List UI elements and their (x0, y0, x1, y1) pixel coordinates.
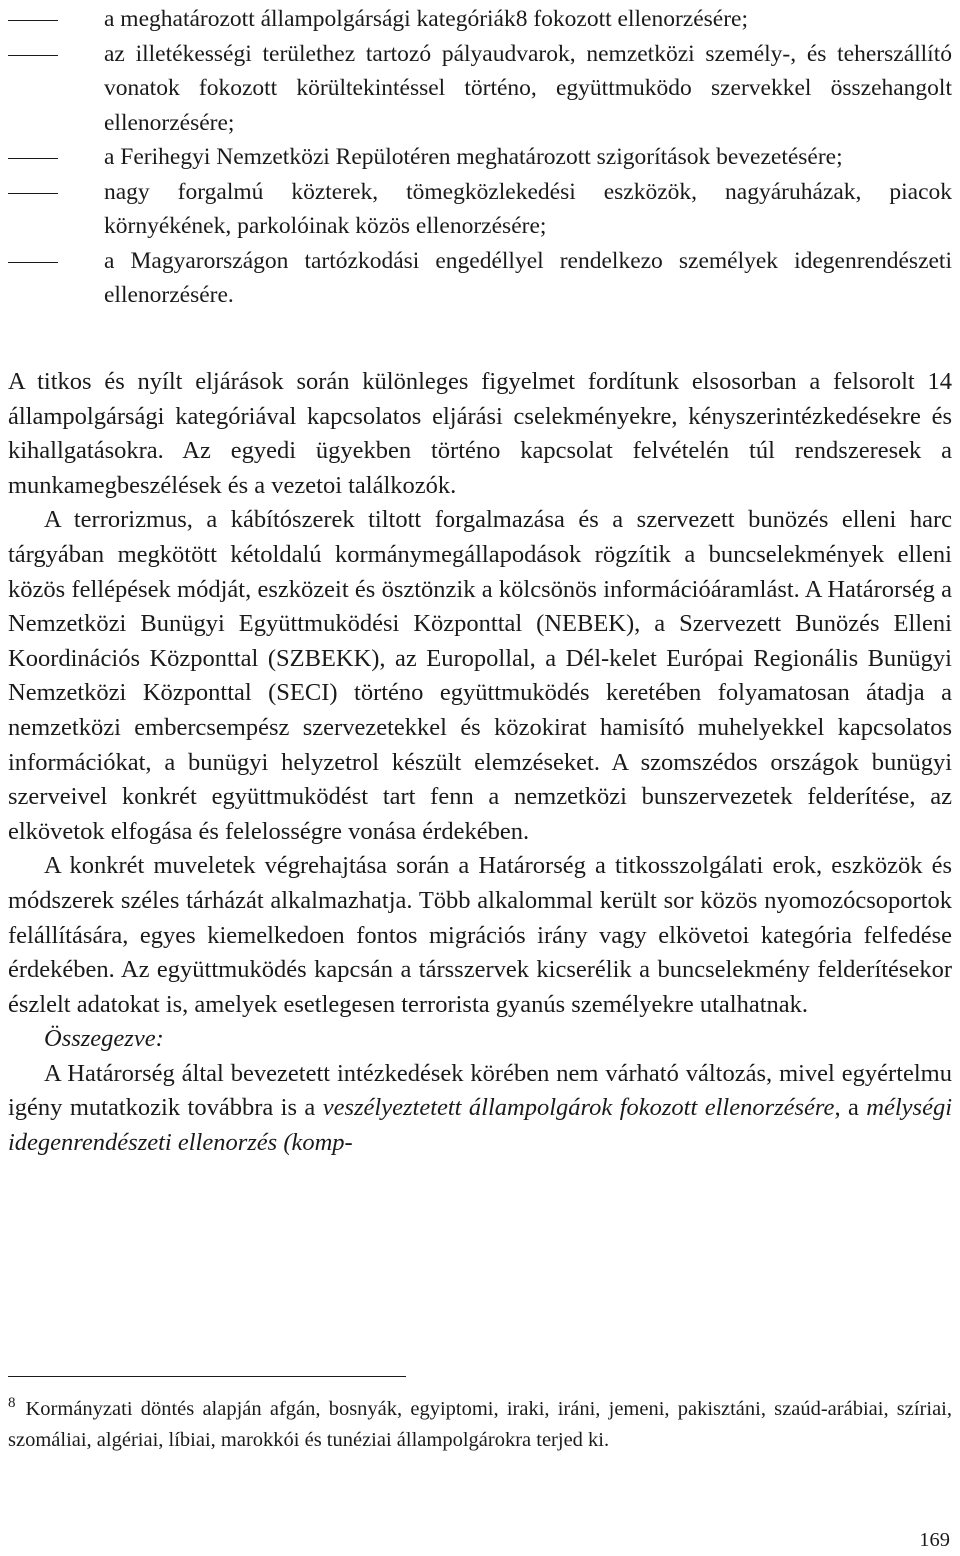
list-item (8, 37, 952, 141)
list-item-text: az illetékességi területhez tartozó pályaudvarok, nemzetközi személy-, és teherszállító vonatok fokozott körültekintéssel történo, együttmuködo szervekkel összehangolt ellenorzésére; (104, 40, 952, 136)
page-number: 169 (919, 1529, 950, 1551)
body-text (8, 365, 952, 1161)
list-item (8, 175, 952, 244)
list-item (8, 2, 952, 37)
summary-heading: Összegezve: (44, 1025, 164, 1053)
paragraph-cooperation: A terrorizmus, a kábítószerek tiltott forgalmazása és a szervezett bunözés elleni harc tárgyában megkötött kétoldalú kormánymegállapodások rögzítik a buncselekmények elleni közös fellépések módját, eszközeit és ösztönzik a kölcsönös információáramlást. A Határorség a Nemzetközi Bunügyi Együttmuködési Központtal (NEBEK), a Szervezett Bunözés Elleni Koordinációs Központtal (SZBEKK), az Europollal, a Dél-kelet Európai Regionális Bunügyi Nemzetközi Központtal (SECI) történo együttmuködés keretében folyamatosan átadja a nemzetközi embercsempész szervezetekkel és közokirat hamisító muhelyekkel kapcsolatos információkat, a bunügyi helyzetrol készült elemzéseket. A szomszédos országok bunügyi szerveivel konkrét együttmuködést tart fenn a nemzetközi bunszervezetek felderítése, az elkövetok elfogása és felelosségre vonása érdekében. (8, 506, 952, 845)
bullet-list (8, 2, 952, 313)
dash-marker (8, 140, 58, 175)
dash-marker (8, 37, 58, 72)
footnote-divider (8, 1376, 406, 1377)
list-item (8, 244, 952, 313)
dash-marker (8, 175, 58, 210)
list-item (8, 140, 952, 175)
list-item-text: a Ferihegyi Nemzetközi Repülotéren meghatározott szigorítások bevezetésére; (104, 144, 843, 170)
list-item-text: a Magyarországon tartózkodási engedéllyel rendelkezo személyek idegenrendészeti ellenorzésére. (104, 247, 952, 308)
dash-marker (8, 244, 58, 279)
dash-marker (8, 2, 58, 37)
paragraph-operations: A konkrét muveletek végrehajtása során a Határorség a titkosszolgálati erok, eszközök és módszerek széles tárházát alkalmazhatja. Több alkalommal került sor közös nyomozócsoportok felállítására, egyes kiemelkedoen fontos migrációs irány vagy elkövetoi kategória felfedése érdekében. Az együttmuködés kapcsán a társszervek kicserélik a buncselekmény felderítésekor észlelt adatokat is, amelyek esetlegesen terrorista gyanús személyekre utalhatnak. (8, 852, 952, 1018)
footnote (8, 1394, 952, 1455)
summary-text-start: A Határorség által bevezetett intézkedések körében nem várható változás, mivel egyértelmu igény mutatkozik továbbra is a (8, 1059, 952, 1122)
list-item-text: a meghatározott állampolgársági kategóriák8 fokozott ellenorzésére; (104, 6, 749, 32)
footnote-text: Kormányzati döntés alapján afgán, bosnyák, egyiptomi, iraki, iráni, jemeni, pakisztáni, szaúd-arábiai, szíriai, szomáliai, algériai, líbiai, marokkói és tunéziai állampolgárokra terjed ki. (8, 1398, 952, 1451)
document-page (8, 0, 952, 1556)
footnote-mark: 8 (8, 1395, 16, 1411)
summary-text-middle: , a (834, 1094, 867, 1122)
paragraph-special-attention: A titkos és nyílt eljárások során különleges figyelmet fordítunk elsosorban a felsorolt 14 állampolgársági kategóriával kapcsolatos eljárási cselekményekre, kényszerintézkedésekre és kihallgatásokra. Az egyedi ügyekben történo kapcsolat felvételén túl rendszeresek a munkamegbeszélések és a vezetoi találkozók. (8, 368, 952, 499)
summary-emphasis-1: veszélyeztetett állampolgárok fokozott ellenorzésére (322, 1094, 835, 1122)
paragraph-summary (8, 1057, 952, 1161)
list-item-text: nagy forgalmú közterek, tömegközlekedési eszközök, nagyáruházak, piacok környékének, parkolóinak közös ellenorzésére; (104, 178, 952, 239)
summary-emphasis-2: mélységi idegenrendészeti ellenorzés (komp- (8, 1094, 953, 1157)
